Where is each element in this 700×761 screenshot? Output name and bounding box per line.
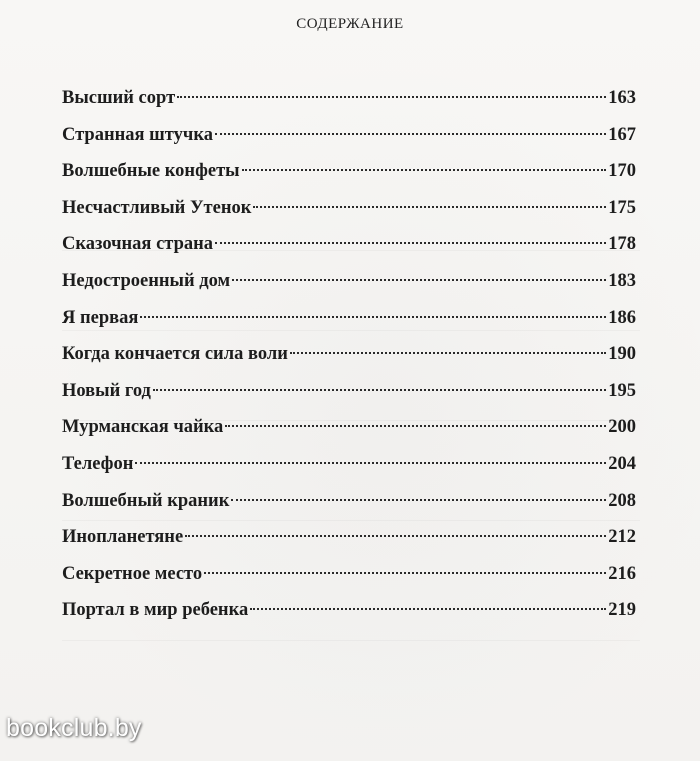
toc-entry-title: Портал в мир ребенка	[62, 600, 249, 621]
toc-entry-page: 183	[608, 270, 636, 291]
toc-entry-page: 195	[608, 380, 636, 401]
table-of-contents	[62, 80, 636, 629]
dot-leader	[232, 279, 606, 281]
dot-leader	[204, 572, 606, 574]
toc-entry-page: 200	[608, 417, 636, 438]
toc-entry	[62, 117, 636, 154]
toc-entry-title: Мурманская чайка	[62, 417, 224, 438]
toc-entry-page: 186	[608, 307, 636, 328]
toc-entry	[62, 409, 636, 446]
dot-leader	[135, 462, 606, 464]
toc-entry-page: 163	[608, 88, 636, 108]
dot-leader	[253, 206, 606, 208]
toc-entry-title: Странная штучка	[62, 124, 213, 145]
toc-entry-title: Сказочная страна	[62, 234, 214, 255]
toc-entry	[62, 300, 636, 337]
toc-entry	[62, 80, 636, 117]
dot-leader	[140, 316, 606, 318]
toc-entry	[62, 336, 636, 373]
toc-entry	[62, 519, 636, 556]
toc-entry-title: Волшебные конфеты	[62, 161, 240, 182]
dot-leader	[290, 352, 606, 354]
toc-entry-page: 175	[608, 197, 636, 218]
toc-entry-page: 212	[608, 527, 636, 548]
toc-entry-title: Телефон	[62, 453, 134, 474]
dot-leader	[215, 242, 606, 244]
toc-entry	[62, 556, 636, 593]
toc-entry-page: 170	[608, 161, 636, 182]
dot-leader	[185, 535, 606, 537]
toc-entry-page: 208	[608, 490, 636, 511]
page-title: СОДЕРЖАНИЕ	[296, 16, 404, 32]
bleed-through-line	[62, 640, 640, 641]
toc-entry-title: Секретное место	[62, 563, 203, 584]
toc-entry-page: 178	[608, 234, 636, 255]
toc-entry-title: Несчастливый Утенок	[62, 197, 252, 218]
dot-leader	[250, 608, 606, 610]
dot-leader	[231, 499, 606, 501]
toc-entry-title: Новый год	[62, 380, 151, 401]
toc-entry	[62, 226, 636, 263]
toc-entry	[62, 153, 636, 190]
toc-entry-title: Недостроенный дом	[62, 270, 231, 291]
dot-leader	[215, 133, 606, 135]
site-watermark: bookclub.by	[6, 714, 142, 742]
toc-entry-title: Инопланетяне	[62, 527, 184, 548]
toc-entry-page: 204	[608, 453, 636, 474]
toc-entry	[62, 483, 636, 520]
toc-entry-page: 190	[608, 344, 636, 365]
dot-leader	[177, 96, 606, 98]
toc-entry-title: Волшебный краник	[62, 490, 230, 511]
dot-leader	[153, 389, 606, 391]
toc-entry	[62, 592, 636, 629]
dot-leader	[225, 425, 606, 427]
toc-entry-page: 219	[608, 600, 636, 621]
toc-entry	[62, 190, 636, 227]
toc-entry	[62, 263, 636, 300]
dot-leader	[242, 169, 607, 171]
toc-entry	[62, 373, 636, 410]
toc-entry-title: Когда кончается сила воли	[62, 344, 288, 365]
toc-entry-page: 216	[608, 563, 636, 584]
toc-entry-page: 167	[608, 124, 636, 145]
toc-entry-title: Высший сорт	[62, 88, 176, 108]
toc-entry-title: Я первая	[62, 307, 139, 328]
toc-entry	[62, 446, 636, 483]
